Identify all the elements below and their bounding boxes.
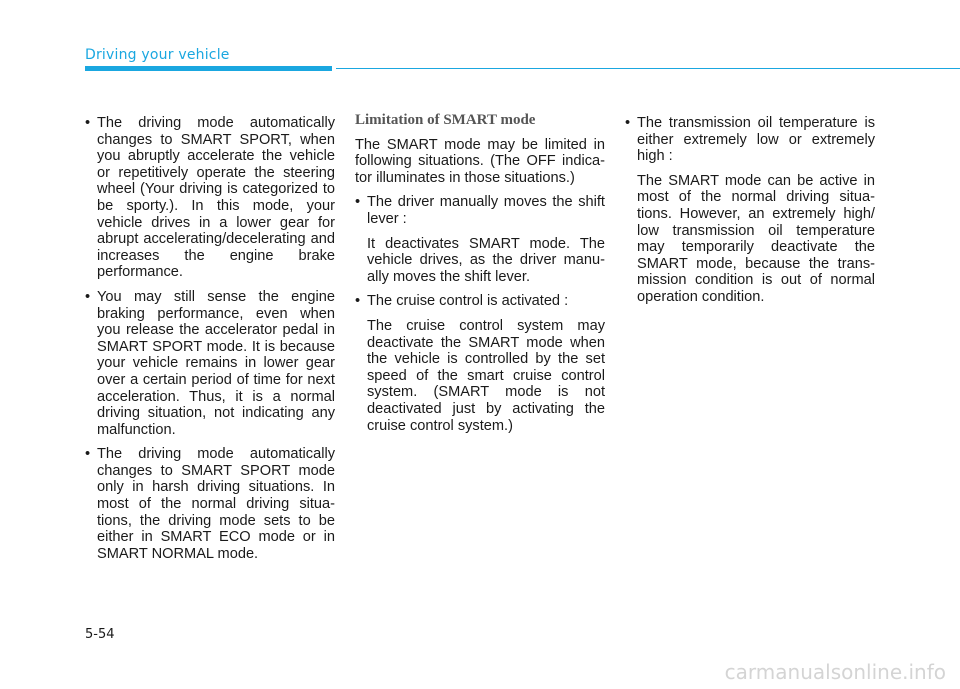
intro-paragraph: The SMART mode may be limited in following situations. (The OFF indica-tor illuminates in those situations.) xyxy=(355,136,605,186)
bullet-detail: It deactivates SMART mode. The vehicle drives, as the driver manu-ally moves the shift lever. xyxy=(367,235,605,285)
bullet-list xyxy=(85,115,335,562)
bullet-list xyxy=(355,194,605,434)
list-item xyxy=(85,289,335,438)
bullet-text: The transmission oil temperature is either extremely low or extremely high : xyxy=(637,115,875,165)
bullet-text: The driving mode automatically changes to SMART SPORT, when you abruptly accelerate the vehicle or repetitively operate the steering wheel (Your driving is categorized to be sporty.). In this mode, your vehicle drives in a lower gear for abrupt accelerating/decelerating and increases the engine brake performance. xyxy=(97,115,335,281)
list-item xyxy=(85,115,335,281)
section-title: Driving your vehicle xyxy=(85,47,230,63)
bullet-dot: • xyxy=(85,115,91,131)
bullet-text: The driving mode automatically changes to SMART SPORT mode only in harsh driving situations. In most of the normal driving situa-tions, the driving mode sets to be either in SMART ECO mode or in SMART NORMAL mode. xyxy=(97,446,335,562)
column-right xyxy=(625,115,875,314)
list-item xyxy=(355,194,605,285)
subsection-heading: Limitation of SMART mode xyxy=(355,112,536,128)
bullet-text: You may still sense the engine braking performance, even when you release the accelerator pedal in SMART SPORT mode. It is because your vehicle remains in lower gear over a certain period of time for next acceleration. Thus, it is a normal driving situation, not indicating any malfunction. xyxy=(97,288,335,438)
header-rule-thick xyxy=(85,66,332,71)
bullet-detail: The cruise control system may deactivate the SMART mode when the vehicle is controlled by the set speed of the smart cruise control system. (SMART mode is not deactivated just by activating the cruise control system.) xyxy=(367,317,605,434)
bullet-dot: • xyxy=(85,288,91,305)
page-number: 5-54 xyxy=(85,627,115,642)
bullet-dot: • xyxy=(355,293,361,310)
bullet-list xyxy=(625,115,875,306)
column-left xyxy=(85,115,335,570)
list-item xyxy=(85,446,335,562)
bullet-dot: • xyxy=(355,194,361,211)
header-rule-thin xyxy=(336,68,960,69)
bullet-dot: • xyxy=(85,446,91,463)
list-item xyxy=(355,293,605,434)
bullet-dot: • xyxy=(625,115,631,131)
watermark: carmanualsonline.info xyxy=(724,660,946,684)
list-item xyxy=(625,115,875,306)
bullet-text: The driver manually moves the shift lever : xyxy=(367,194,605,227)
bullet-text: The cruise control is activated : xyxy=(367,293,569,310)
column-middle xyxy=(355,112,605,442)
bullet-detail: The SMART mode can be active in most of the normal driving situa-tions. However, an extremely high/ low transmission oil temperature may temporarily deactivate the SMART mode, because the trans-mission condition is out of normal operation condition. xyxy=(637,172,875,305)
